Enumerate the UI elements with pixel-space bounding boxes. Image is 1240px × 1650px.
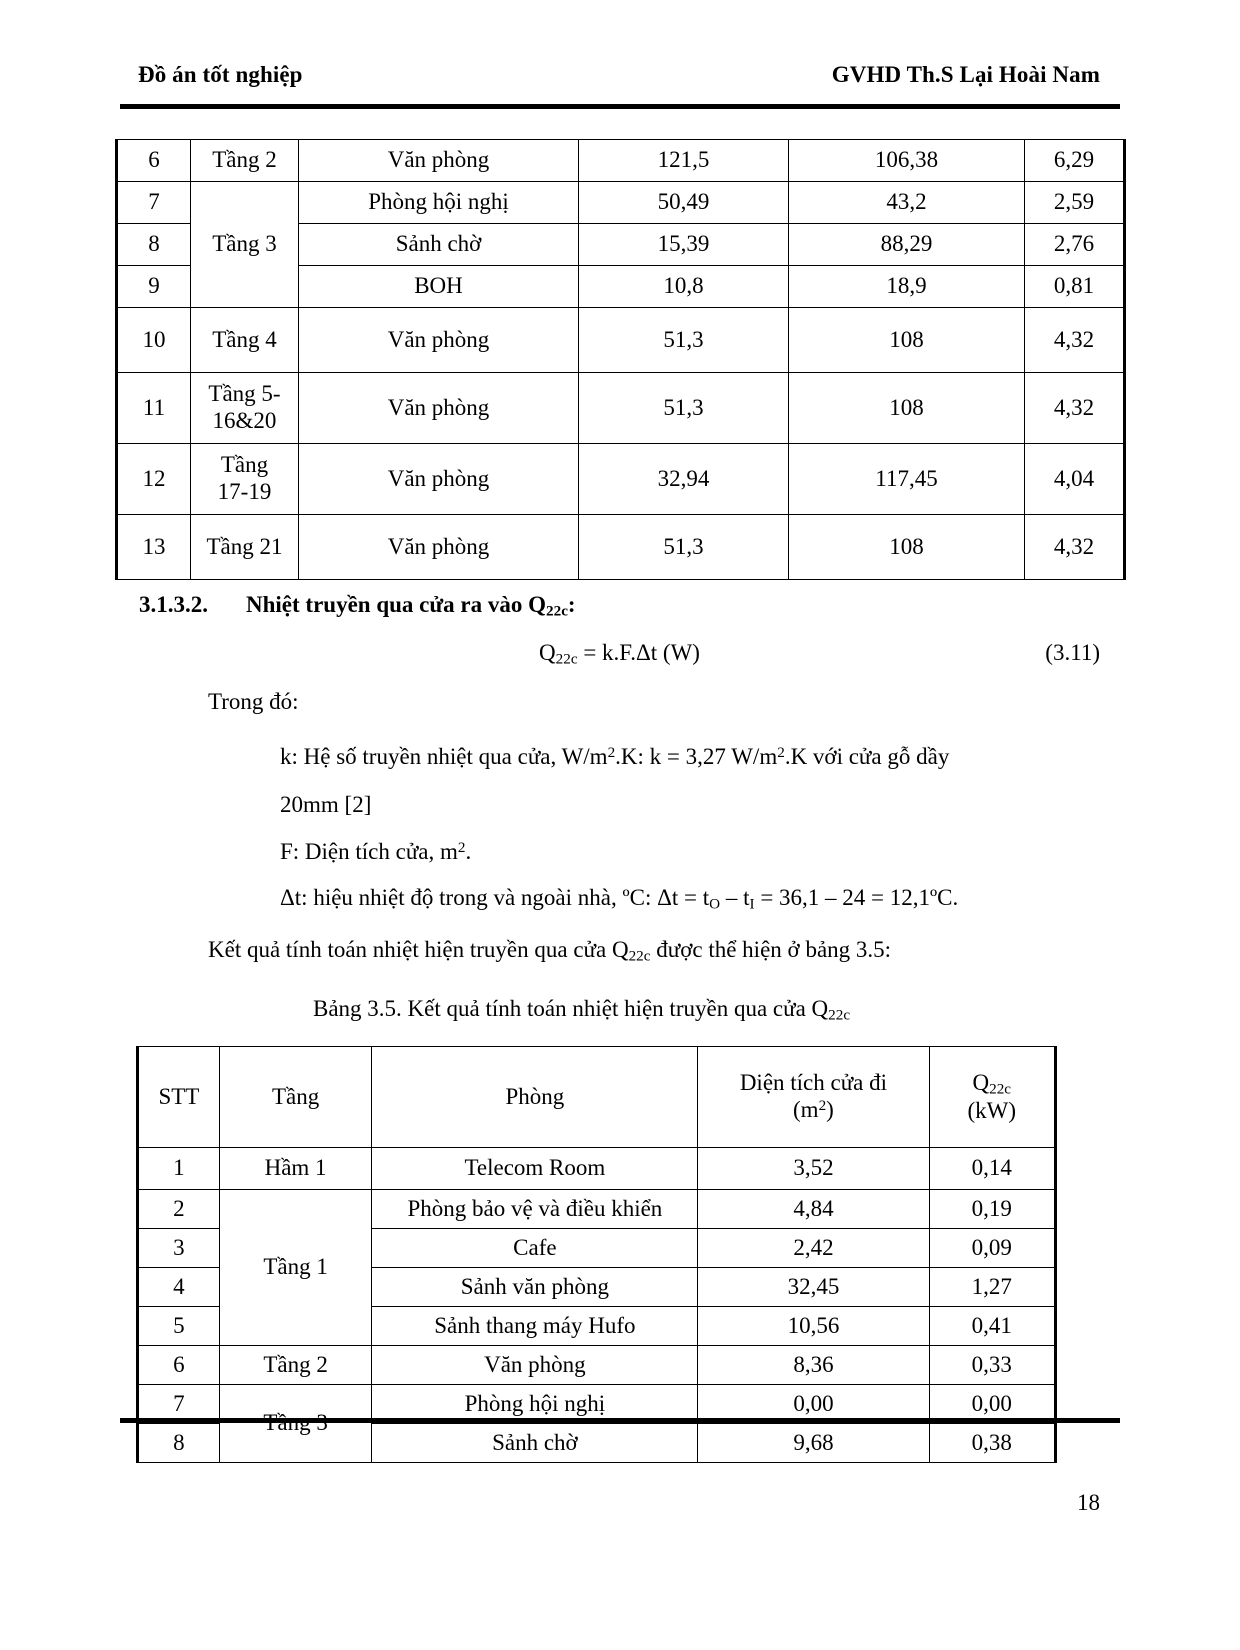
dt-subscript-2: I [749,895,755,913]
cell-stt: 11 [117,373,191,444]
table-row [138,1190,1056,1229]
cell-phong: Văn phòng [372,1346,698,1385]
cell-stt: 2 [138,1190,220,1229]
cell-value-2: 108 [789,515,1025,580]
section-title-subscript: 22c [546,602,568,620]
cell-phong: BOH [299,266,579,308]
table-row [117,308,1125,373]
table-row [117,515,1125,580]
cell-q: 0,09 [929,1229,1056,1268]
cell-stt: 3 [138,1229,220,1268]
header-right-advisor: GVHD Th.S Lại Hoài Nam [831,62,1100,87]
cell-tang: Tầng 1 [219,1190,372,1346]
header-door-area-line1: Diện tích cửa đi [739,1070,888,1096]
cell-q: 0,38 [929,1424,1056,1463]
cell-stt: 10 [117,308,191,373]
cell-tang-line1: Tầng [220,452,269,478]
area-unit-superscript: 2 [818,1097,827,1115]
cell-value-3: 4,32 [1025,515,1125,580]
area-unit-pre: (m [793,1097,819,1122]
cell-q: 0,00 [929,1385,1056,1424]
cell-stt: 13 [117,515,191,580]
formula-number: (3.11) [1045,640,1100,665]
header-door-area-unit [793,1097,834,1122]
paragraph-result-reference [208,938,891,964]
ketqua-text-1: Kết quả tính toán nhiệt hiện truyền qua cửa Q [208,937,629,962]
section-number: 3.1.3.2. [139,592,208,617]
cell-q: 0,14 [929,1148,1056,1190]
k-superscript-2: 2 [777,744,785,762]
section-title-colon: : [567,592,576,617]
table-caption [313,997,850,1023]
cell-q: 0,41 [929,1307,1056,1346]
cell-value-2: 106,38 [789,140,1025,182]
cell-area: 32,45 [698,1268,929,1307]
cell-area: 0,00 [698,1385,929,1424]
paragraph-k-continuation: 20mm [2] [280,792,372,817]
cell-area: 8,36 [698,1346,929,1385]
header-left-title: Đồ án tốt nghiệp [138,62,303,87]
cell-area: 9,68 [698,1424,929,1463]
cell-value-2: 88,29 [789,224,1025,266]
cell-stt: 7 [138,1385,220,1424]
header-stt: STT [138,1047,220,1148]
cell-q: 0,33 [929,1346,1056,1385]
header-divider-rule [120,104,1120,109]
cell-stt: 8 [138,1424,220,1463]
section-title-text: Nhiệt truyền qua cửa ra vào Q [246,592,547,617]
header-phong: Phòng [372,1047,698,1148]
footer-divider-rule [120,1418,1120,1423]
table-row [138,1346,1056,1385]
table-header-row [138,1047,1056,1148]
cell-tang-line1: Tầng 5- [208,381,281,407]
cell-stt: 9 [117,266,191,308]
running-header [138,62,1100,88]
cell-value-3: 4,04 [1025,444,1125,515]
k-text-3: .K với cửa gỗ dầy [784,744,950,769]
cell-stt: 6 [117,140,191,182]
cell-value-3: 0,81 [1025,266,1125,308]
cell-phong: Văn phòng [299,373,579,444]
formula-rhs: = k.F.Δt (W) [577,640,700,665]
f-text-1: F: Diện tích cửa, m [280,839,458,864]
cell-area: 10,56 [698,1307,929,1346]
cell-phong: Văn phòng [299,140,579,182]
cell-value-1: 51,3 [579,308,789,373]
area-unit-post: ) [826,1097,834,1122]
cell-value-1: 51,3 [579,373,789,444]
cell-phong: Phòng hội nghị [299,182,579,224]
f-text-2: . [465,839,472,864]
heat-gain-table-continued [115,139,1126,580]
cell-tang: Tầng 3 [191,182,299,308]
cell-phong: Phòng bảo vệ và điều khiển [372,1190,698,1229]
cell-stt: 12 [117,444,191,515]
header-q22c-unit: (kW) [967,1097,1017,1123]
cell-tang [191,444,299,515]
dt-subscript-1: O [709,895,721,913]
cell-tang-line2: 16&20 [212,408,277,433]
cell-tang: Hầm 1 [219,1148,372,1190]
cell-value-2: 108 [789,308,1025,373]
cell-value-1: 51,3 [579,515,789,580]
caption-text: Bảng 3.5. Kết quả tính toán nhiệt hiện truyền qua cửa Q [313,996,829,1021]
cell-value-2: 117,45 [789,444,1025,515]
ketqua-subscript: 22c [628,947,651,965]
cell-stt: 1 [138,1148,220,1190]
cell-phong: Telecom Room [372,1148,698,1190]
cell-tang: Tầng 21 [191,515,299,580]
cell-value-2: 18,9 [789,266,1025,308]
k-text-1: k: Hệ số truyền nhiệt qua cửa, W/m [280,744,608,769]
cell-tang: Tầng 4 [191,308,299,373]
table-row [117,444,1125,515]
cell-phong: Sảnh văn phòng [372,1268,698,1307]
paragraph-f-definition [280,840,471,863]
header-tang: Tầng [219,1047,372,1148]
section-title [246,592,576,620]
cell-value-1: 10,8 [579,266,789,308]
table-one-container [115,139,1123,580]
cell-value-2: 43,2 [789,182,1025,224]
k-superscript-1: 2 [607,744,616,762]
cell-tang [219,1385,372,1463]
cell-phong: Cafe [372,1229,698,1268]
cell-stt: 6 [138,1346,220,1385]
page-number: 18 [1077,1490,1100,1515]
table-two-container [136,1046,1057,1463]
ketqua-text-2: được thể hiện ở bảng 3.5: [650,937,892,962]
cell-phong: Sảnh chờ [299,224,579,266]
section-heading [139,592,576,620]
cell-value-3: 2,76 [1025,224,1125,266]
cell-phong: Phòng hội nghị [372,1385,698,1424]
cell-stt: 7 [117,182,191,224]
cell-stt: 4 [138,1268,220,1307]
cell-phong: Sảnh thang máy Hufo [372,1307,698,1346]
q-symbol: Q [972,1069,990,1095]
cell-value-1: 121,5 [579,140,789,182]
dt-text-3: = 36,1 – 24 = 12,1ºC. [754,885,959,910]
cell-value-3: 6,29 [1025,140,1125,182]
door-heat-transfer-table [136,1046,1057,1463]
dt-text-1: Δt: hiệu nhiệt độ trong và ngoài nhà, ºC: Δt = t [280,885,710,910]
cell-tang: Tầng 2 [191,140,299,182]
cell-value-3: 4,32 [1025,373,1125,444]
cell-phong: Văn phòng [299,444,579,515]
cell-tang: Tầng 2 [219,1346,372,1385]
k-text-2: .K: k = 3,27 W/m [615,744,778,769]
header-q22c-symbol [972,1069,1012,1098]
q-subscript: 22c [989,1080,1012,1098]
cell-stt: 8 [117,224,191,266]
formula-lhs: Q [539,640,556,665]
paragraph-k-definition [280,745,949,768]
header-q22c [929,1047,1056,1148]
paragraph-trong-do: Trong đó: [208,689,299,714]
cell-q: 1,27 [929,1268,1056,1307]
cell-value-1: 32,94 [579,444,789,515]
cell-area: 3,52 [698,1148,929,1190]
cell-tang-line2: 17-19 [217,479,272,504]
formula-lhs-subscript: 22c [555,650,578,668]
header-door-area [698,1047,929,1148]
cell-area: 4,84 [698,1190,929,1229]
cell-value-1: 50,49 [579,182,789,224]
cell-tang [191,373,299,444]
table-row [117,140,1125,182]
cell-value-3: 2,59 [1025,182,1125,224]
paragraph-delta-t-definition [280,886,958,912]
cell-value-3: 4,32 [1025,308,1125,373]
table-row [138,1148,1056,1190]
cell-area: 2,42 [698,1229,929,1268]
cell-phong: Văn phòng [299,515,579,580]
table-row [117,373,1125,444]
cell-value-1: 15,39 [579,224,789,266]
table-row [117,182,1125,224]
cell-q: 0,19 [929,1190,1056,1229]
caption-subscript: 22c [828,1006,851,1024]
f-superscript: 2 [457,839,466,857]
cell-phong: Sảnh chờ [372,1424,698,1463]
cell-phong: Văn phòng [299,308,579,373]
dt-text-2: – t [720,885,750,910]
cell-value-2: 108 [789,373,1025,444]
formula-expression [139,640,1100,668]
cell-stt: 5 [138,1307,220,1346]
